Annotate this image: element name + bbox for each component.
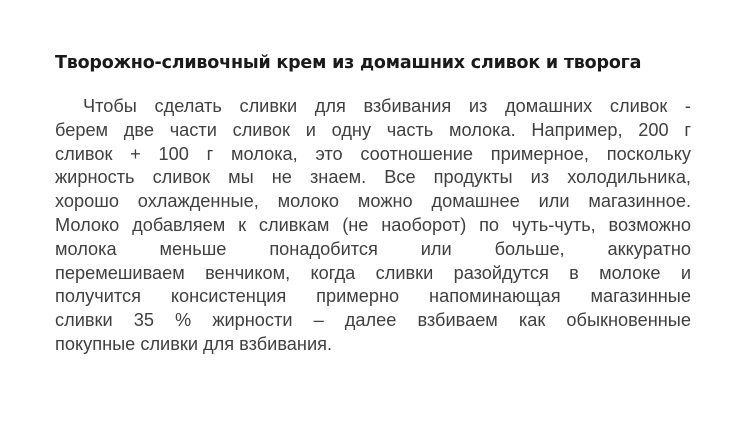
paragraph-line: Чтобы сделать сливки для взбивания из домашних сливок - xyxy=(83,96,691,116)
paragraph-line: перемешиваем венчиком, когда сливки разойдутся в молоке и xyxy=(55,262,691,283)
document-title: Творожно-сливочный крем из домашних сливок и творога xyxy=(55,53,642,73)
paragraph-line: сливки 35 % жирности – далее взбиваем как обыкновенные xyxy=(55,310,691,331)
paragraph-line: покупные сливки для взбивания. xyxy=(55,333,333,354)
paragraph-line: хорошо охлажденные, молоко можно домашнее или магазинное. xyxy=(55,191,691,212)
paragraph-line: молока меньше понадобится или больше, аккуратно xyxy=(55,238,691,259)
paragraph-line: жирность сливок мы не знаем. Все продукты из холодильника, xyxy=(55,167,691,188)
paragraph-line: получится консистенция примерно напоминающая магазинные xyxy=(55,286,691,307)
paragraph-line: сливок + 100 г молока, это соотношение примерное, поскольку xyxy=(55,143,691,164)
paragraph-line: Молоко добавляем к сливкам (не наоборот) по чуть-чуть, возможно xyxy=(55,214,691,235)
body-paragraph xyxy=(55,95,691,357)
paragraph-line: берем две части сливок и одну часть молока. Например, 200 г xyxy=(55,119,691,140)
